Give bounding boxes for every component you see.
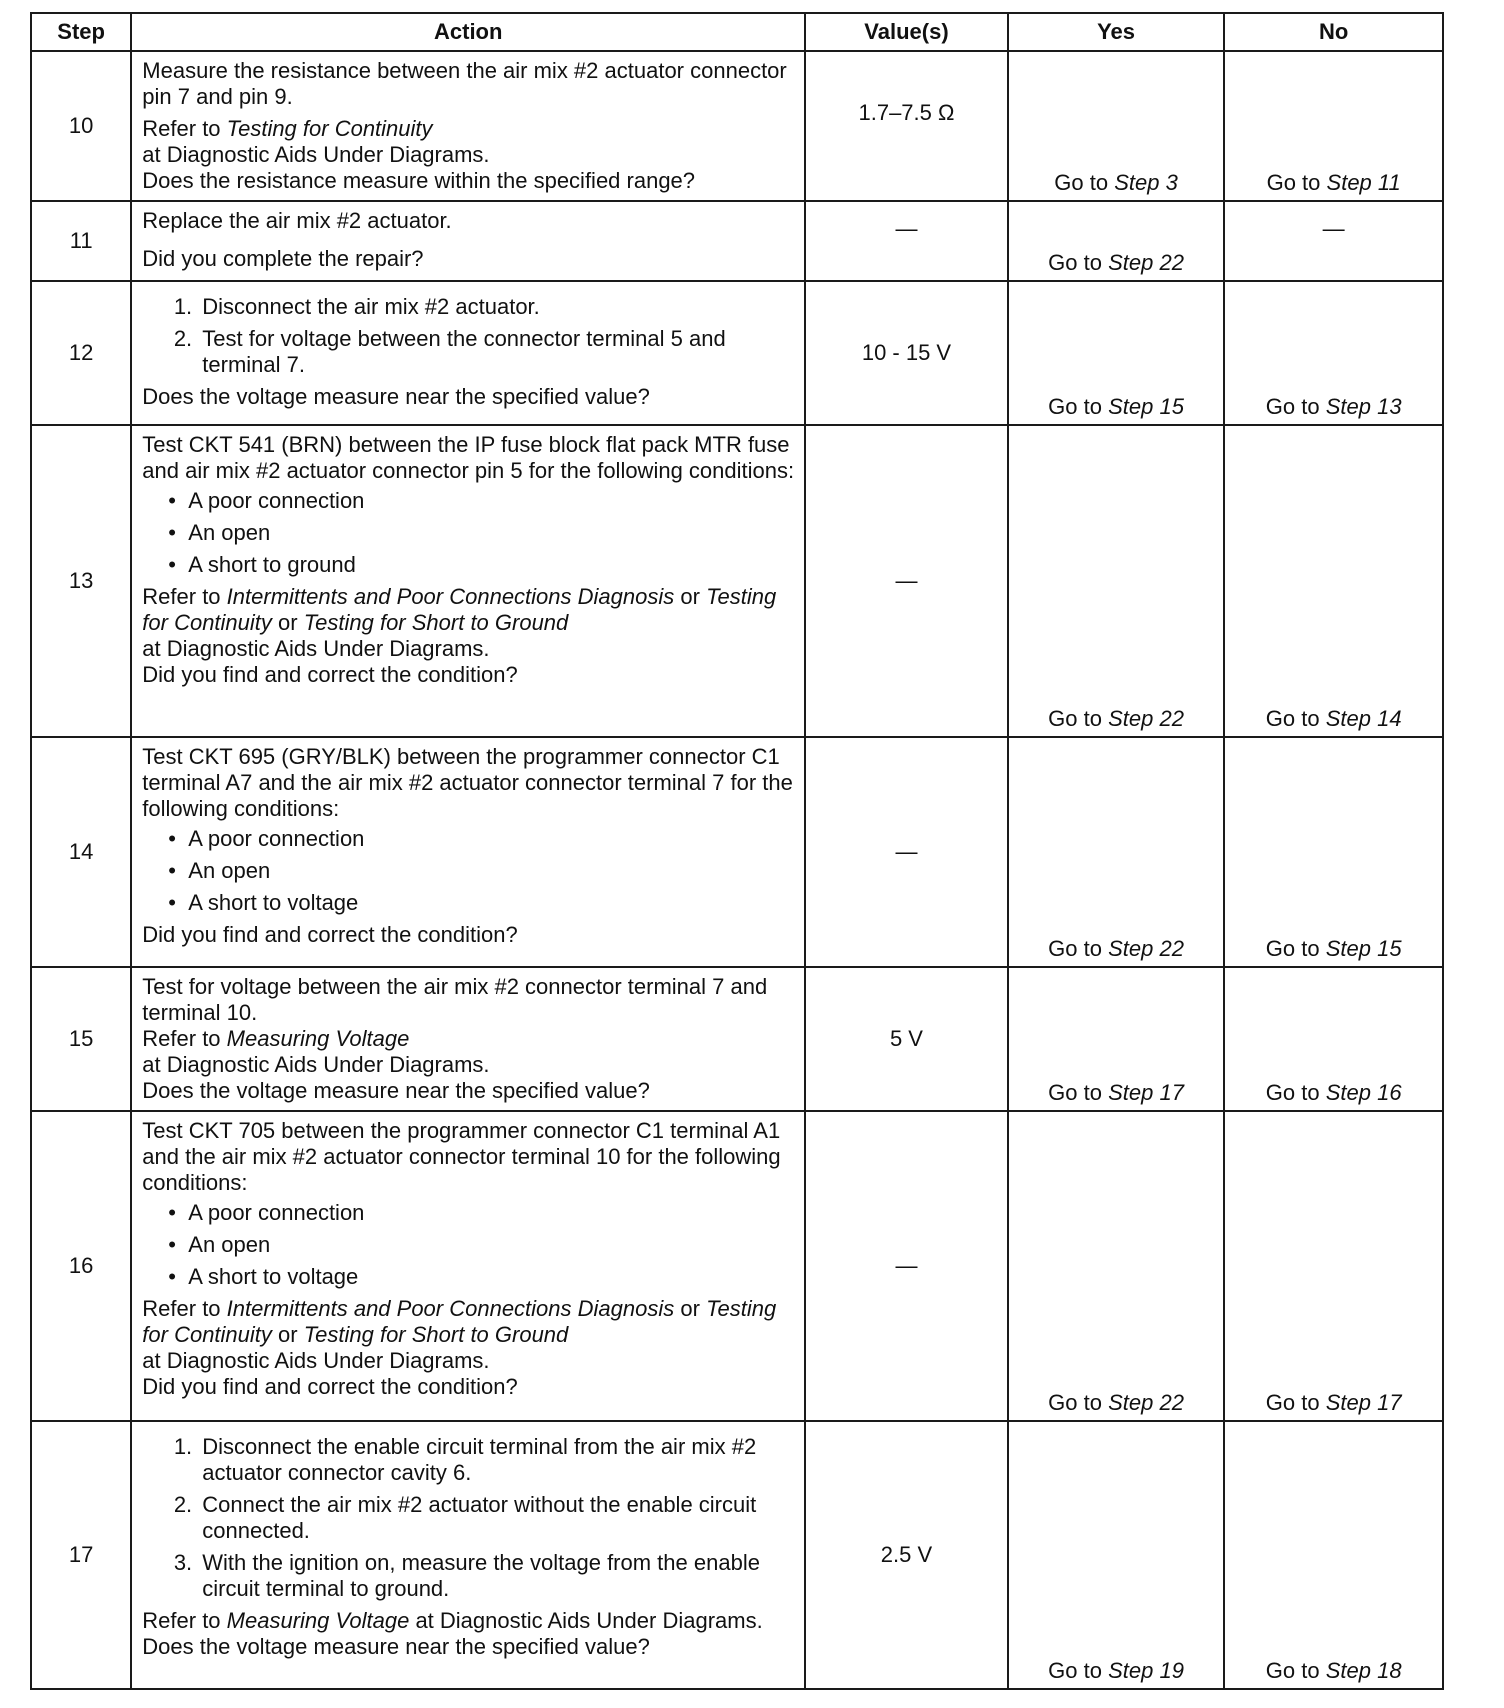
question: Does the voltage measure near the specified value? [142, 384, 650, 409]
list-item: • A poor connection [188, 488, 794, 514]
yes-cell: Go to Step 22 [1008, 737, 1225, 967]
list-item: • A short to voltage [188, 890, 794, 916]
reference: Refer to Intermittents and Poor Connections Diagnosis or Testing for Continuity or Testing for Short to Ground [142, 584, 777, 635]
action-text: Test CKT 705 between the programmer connector C1 terminal A1 and the air mix #2 actuator connector terminal 10 for the following conditions: [142, 1118, 781, 1195]
step-number: 11 [31, 201, 131, 281]
table-row [31, 967, 1443, 1111]
reference-suffix: at Diagnostic Aids Under Diagrams. [142, 636, 490, 661]
step-number: 10 [31, 51, 131, 201]
list-item: 1. Disconnect the enable circuit terminal from the air mix #2 actuator connector cavity 6. [198, 1434, 794, 1486]
question: Did you find and correct the condition? [142, 662, 518, 687]
action-cell [131, 51, 805, 201]
header-yes: Yes [1008, 13, 1225, 51]
yes-cell: Go to Step 19 [1008, 1421, 1225, 1689]
action-text: Test CKT 541 (BRN) between the IP fuse block flat pack MTR fuse and air mix #2 actuator connector pin 5 for the following conditions: [142, 432, 795, 483]
action-cell [131, 425, 805, 737]
header-values: Value(s) [805, 13, 1008, 51]
list-item: • An open [188, 1232, 794, 1258]
table-row [31, 1111, 1443, 1421]
no-cell: Go to Step 13 [1224, 281, 1443, 425]
header-action: Action [131, 13, 805, 51]
bullet-list [142, 826, 794, 916]
header-step: Step [31, 13, 131, 51]
step-number: 14 [31, 737, 131, 967]
list-item: • An open [188, 858, 794, 884]
value-cell: 1.7–7.5 Ω [805, 51, 1008, 201]
value-cell: 10 - 15 V [805, 281, 1008, 425]
header-no: No [1224, 13, 1443, 51]
yes-cell: Go to Step 3 [1008, 51, 1225, 201]
step-number: 15 [31, 967, 131, 1111]
action-cell [131, 1421, 805, 1689]
no-cell: Go to Step 16 [1224, 967, 1443, 1111]
reference-suffix: at Diagnostic Aids Under Diagrams. [142, 142, 490, 167]
bullet-list [142, 488, 794, 578]
question: Did you complete the repair? [142, 246, 424, 271]
value-cell: — [805, 201, 1008, 281]
yes-cell: Go to Step 22 [1008, 1111, 1225, 1421]
yes-cell: Go to Step 22 [1008, 201, 1225, 281]
value-cell: — [805, 1111, 1008, 1421]
action-text: Test for voltage between the air mix #2 connector terminal 7 and terminal 10. [142, 974, 768, 1025]
value-cell: 2.5 V [805, 1421, 1008, 1689]
list-item: • An open [188, 520, 794, 546]
value-cell: — [805, 425, 1008, 737]
bullet-list [142, 1200, 794, 1290]
list-item: • A short to voltage [188, 1264, 794, 1290]
table-row [31, 737, 1443, 967]
no-cell: Go to Step 18 [1224, 1421, 1443, 1689]
action-cell [131, 967, 805, 1111]
action-cell [131, 281, 805, 425]
question: Does the voltage measure near the specified value? [142, 1634, 650, 1659]
list-item: • A poor connection [188, 826, 794, 852]
value-cell: — [805, 737, 1008, 967]
step-number: 12 [31, 281, 131, 425]
reference: Refer to Measuring Voltage [142, 1026, 410, 1051]
yes-cell: Go to Step 17 [1008, 967, 1225, 1111]
numbered-list [142, 1434, 794, 1602]
list-item: • A poor connection [188, 1200, 794, 1226]
question: Does the voltage measure near the specified value? [142, 1078, 650, 1103]
step-number: 13 [31, 425, 131, 737]
action-cell [131, 737, 805, 967]
reference: Refer to Intermittents and Poor Connections Diagnosis or Testing for Continuity or Testing for Short to Ground [142, 1296, 777, 1347]
reference: Refer to Measuring Voltage at Diagnostic Aids Under Diagrams. [142, 1608, 763, 1633]
step-number: 17 [31, 1421, 131, 1689]
reference-suffix: at Diagnostic Aids Under Diagrams. [142, 1052, 490, 1077]
action-text: Test CKT 695 (GRY/BLK) between the programmer connector C1 terminal A7 and the air mix #2 actuator connector terminal 7 for the following conditions: [142, 744, 793, 821]
question: Does the resistance measure within the specified range? [142, 168, 696, 193]
header-row [31, 13, 1443, 51]
action-text: Measure the resistance between the air mix #2 actuator connector pin 7 and pin 9. [142, 58, 787, 109]
list-item: 1. Disconnect the air mix #2 actuator. [198, 294, 794, 320]
no-cell: Go to Step 15 [1224, 737, 1443, 967]
list-item: 2. Connect the air mix #2 actuator without the enable circuit connected. [198, 1492, 794, 1544]
action-cell [131, 1111, 805, 1421]
action-text: Replace the air mix #2 actuator. [142, 208, 452, 233]
value-cell: 5 V [805, 967, 1008, 1111]
question: Did you find and correct the condition? [142, 922, 518, 947]
yes-cell: Go to Step 15 [1008, 281, 1225, 425]
no-cell: — [1224, 201, 1443, 281]
table-row [31, 425, 1443, 737]
action-cell [131, 201, 805, 281]
yes-cell: Go to Step 22 [1008, 425, 1225, 737]
step-number: 16 [31, 1111, 131, 1421]
no-cell: Go to Step 11 [1224, 51, 1443, 201]
question: Did you find and correct the condition? [142, 1374, 518, 1399]
table-row [31, 281, 1443, 425]
list-item: 3. With the ignition on, measure the voltage from the enable circuit terminal to ground. [198, 1550, 794, 1602]
table-row [31, 201, 1443, 281]
reference-suffix: at Diagnostic Aids Under Diagrams. [142, 1348, 490, 1373]
list-item: • A short to ground [188, 552, 794, 578]
list-item: 2. Test for voltage between the connector terminal 5 and terminal 7. [198, 326, 794, 378]
numbered-list [142, 294, 794, 378]
no-cell: Go to Step 17 [1224, 1111, 1443, 1421]
reference: Refer to Testing for Continuity [142, 116, 433, 141]
table-row [31, 1421, 1443, 1689]
no-cell: Go to Step 14 [1224, 425, 1443, 737]
table-row [31, 51, 1443, 201]
diagnostic-table [30, 12, 1444, 1690]
